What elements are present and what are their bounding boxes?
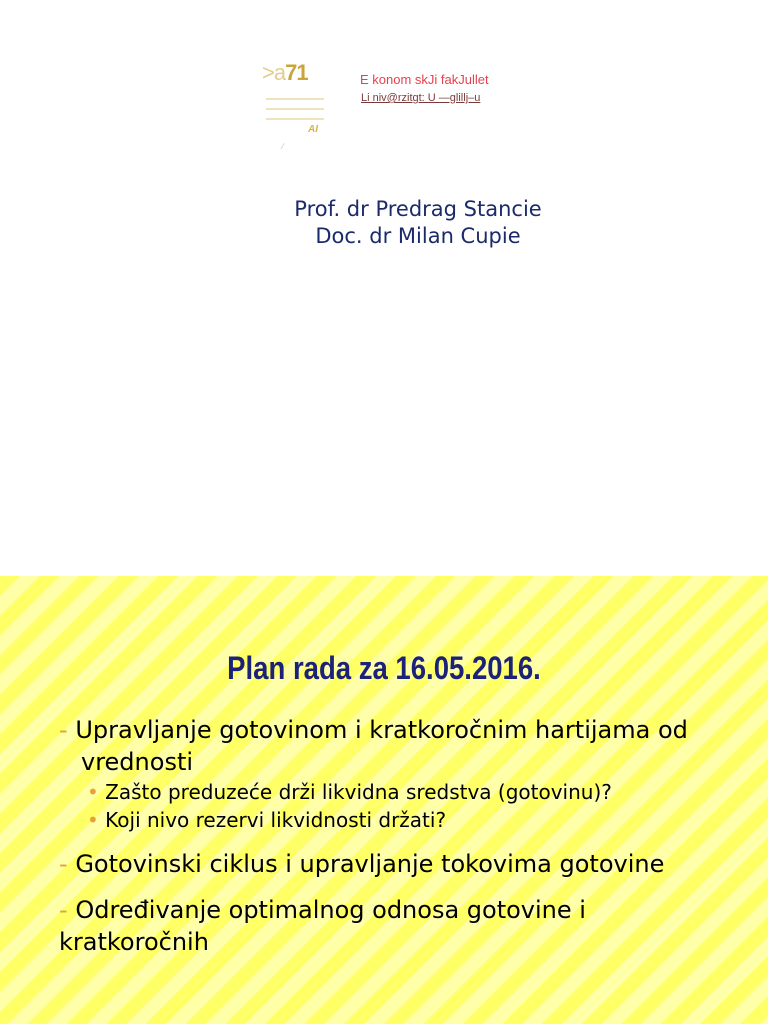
plan-list bbox=[59, 714, 719, 958]
logo-tail-icon: ⁄ bbox=[282, 142, 284, 151]
authors-block bbox=[0, 196, 768, 250]
list-item-text: Upravljanje gotovinom i kratkoročnim hartijama od bbox=[75, 716, 688, 744]
sub-list-item-text: Koji nivo rezervi likvidnosti držati? bbox=[105, 808, 447, 832]
slide-title: Plan rada za 16.05.2016. bbox=[227, 650, 541, 686]
dash-bullet: - bbox=[59, 896, 68, 924]
university-logo bbox=[262, 58, 332, 156]
logo-small-text: AI bbox=[308, 124, 318, 135]
list-item-text: Gotovinski ciklus i upravljanje tokovima gotovine bbox=[75, 850, 665, 878]
list-item-continuation: vrednosti bbox=[81, 748, 194, 776]
bullet-icon: • bbox=[87, 808, 99, 832]
dash-bullet: - bbox=[59, 716, 68, 744]
plan-slide bbox=[0, 576, 768, 1024]
author-line: Doc. dr Milan Cupie bbox=[315, 224, 521, 248]
list-item bbox=[59, 894, 719, 958]
sub-list-item-text: Zašto preduzeće drži likvidna sredstva (gotovinu)? bbox=[105, 780, 612, 804]
list-item bbox=[59, 848, 719, 880]
university-name: Li niv@rzitgt: U —glillj–u bbox=[361, 92, 481, 104]
dash-bullet: - bbox=[59, 850, 68, 878]
sub-list-item bbox=[59, 806, 719, 834]
bullet-icon: • bbox=[87, 780, 99, 804]
list-item bbox=[59, 714, 719, 834]
faculty-name: E konom skJi fakJullet bbox=[360, 72, 489, 87]
list-item-text: Određivanje optimalnog odnosa gotovine i kratkoročnih bbox=[59, 896, 586, 956]
logo-mark: >a71 bbox=[262, 60, 308, 85]
author-line: Prof. dr Predrag Stancie bbox=[294, 197, 542, 221]
sub-list-item bbox=[59, 778, 719, 806]
